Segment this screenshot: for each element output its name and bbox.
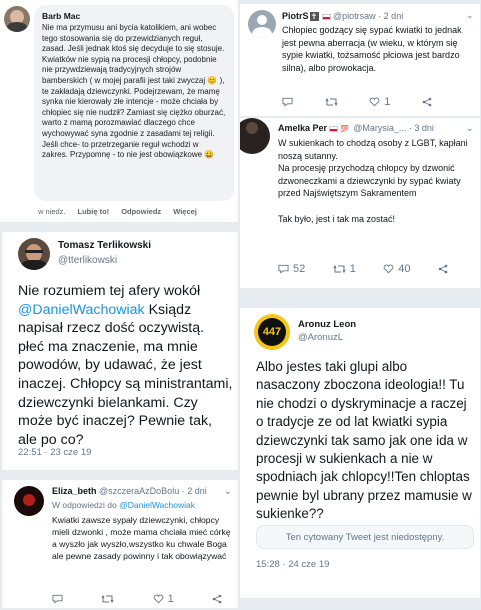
cross-icon: ✝	[310, 12, 318, 21]
reply-amelka	[240, 118, 480, 288]
avatar[interactable]	[240, 118, 270, 154]
like-link[interactable]: Lubię to!	[77, 207, 110, 216]
heart-icon	[153, 594, 164, 604]
author-name[interactable]: Amelka Per	[278, 123, 328, 133]
author-handle[interactable]: @szczeraAzDoBolu · 2 dni	[99, 486, 207, 496]
chevron-down-icon[interactable]: ⌄	[466, 10, 474, 20]
reply-count: 52	[293, 263, 306, 275]
author-name[interactable]: Eliza_beth	[52, 486, 97, 496]
like-button[interactable]	[369, 96, 390, 108]
reply-piotrs	[240, 4, 480, 116]
quoted-tweet-label: Ten cytowany Tweet jest niedostępny.	[285, 531, 445, 543]
heart-icon	[369, 97, 380, 107]
reply-header	[278, 123, 434, 133]
mention-link[interactable]: @DanielWachowiak	[18, 301, 145, 318]
replying-to-link[interactable]: @DanielWachowiak	[119, 500, 195, 510]
comment-author[interactable]: Barb Mac	[42, 11, 81, 21]
tweet-timestamp[interactable]: 15:28 · 24 cze 19	[256, 559, 330, 570]
comment-bubble	[34, 5, 234, 201]
more-link[interactable]: Więcej	[173, 207, 197, 216]
like-count: 40	[398, 263, 411, 275]
poland-flag-icon	[322, 14, 331, 20]
tweet-text	[18, 282, 234, 449]
chevron-down-icon[interactable]: ⌄	[466, 123, 474, 133]
chevron-down-icon[interactable]: ⌄	[224, 486, 232, 496]
author-handle[interactable]: @tterlikowski	[58, 255, 118, 266]
avatar[interactable]	[18, 238, 50, 270]
comment-time: w niedz.	[38, 207, 66, 216]
retweet-button[interactable]	[101, 594, 114, 604]
reply-icon	[282, 97, 293, 107]
reply-button[interactable]	[278, 263, 305, 275]
reply-header	[52, 486, 207, 496]
replying-label: W odpowiedzi do	[52, 500, 117, 510]
share-button[interactable]	[212, 594, 222, 604]
avatar[interactable]	[254, 314, 290, 350]
author-name[interactable]: PiotrS	[282, 11, 309, 21]
quoted-tweet-unavailable	[256, 525, 474, 549]
reply-button[interactable]	[52, 594, 63, 604]
like-count: 1	[167, 593, 174, 605]
share-icon	[422, 97, 432, 107]
comment-text: Nie ma przymusu ani bycia katolikiem, ani wobec tego stosowania się do przewidzianych reguł, zasad. Jeśli jednak ktoś się decyduje to się stosuje. Kwiatków nie sypią na procesji chłopcy, podobnie nie przywdziewają tradycyjnych strojów bamberskich ( w mojej parafii jest taki zwyczaj 😊 ), te zakładają dziewczynki. Podejrzewam, że mamę synka nie kierowały złe intencje - może chciała by chłopiec się nie nudził? Zamiast się ciężko oburzać, warto z mamą porozmawiać dlaczego chce wychowywać syna zgodnie z zasadami tej religii. Jeśli chce- to przetrzeganie reguł wchodzi w zakres. Przypomnę - to nie jest obowiązkowe 😀	[42, 23, 226, 160]
avatar[interactable]	[248, 10, 276, 38]
tweet-text: Albo jestes taki glupi albo nasaczony zboczona ideologia!! Tu nie chodzi o dyskryminacje a raczej o tradycje ze od lat kwiatki sypia dziewczynki tak samo jak one ida w procesji w sukienkach a nie w spodniach jak chlopcy!!Ten chloptas pewnie byl ubrany przez mamusie w sukienke??	[256, 359, 472, 522]
reply-icon	[52, 594, 63, 604]
poland-flag-icon	[329, 126, 338, 132]
reply-button[interactable]	[282, 97, 293, 107]
tweet-aronuz	[240, 308, 480, 598]
share-icon	[212, 594, 222, 604]
reply-actions	[52, 593, 222, 605]
replying-to	[52, 500, 195, 510]
author-handle[interactable]: @Marysia_... · 3 dni	[353, 123, 434, 133]
author-handle[interactable]: @piotrsaw · 2 dni	[333, 11, 404, 21]
retweet-button[interactable]	[325, 97, 338, 107]
comment-actions	[38, 207, 197, 216]
avatar-label: 447	[258, 318, 286, 346]
facebook-comment-panel	[0, 0, 238, 222]
retweet-button[interactable]	[333, 263, 356, 275]
tweet-timestamp[interactable]: 22:51 · 23 cze 19	[18, 447, 92, 458]
reply-actions	[278, 263, 448, 275]
retweet-count: 1	[349, 263, 356, 275]
author-name[interactable]: Aronuz Leon	[298, 319, 357, 330]
like-count: 1	[384, 96, 391, 108]
tweet-terlikowski	[2, 232, 238, 470]
100-emoji-icon: 💯	[340, 126, 349, 133]
share-icon	[438, 264, 448, 274]
reply-eliza	[2, 480, 238, 608]
tweet-text-post: Ksiądz napisał rzecz dość oczywistą. płeć ma znaczenie, ma mnie powodów, by udawać, że jest inaczej. Chłopcy są ministrantami, dziewczynki bielankami. Czy może być inaczej? Pewnie tak, ale po co?	[18, 301, 233, 448]
retweet-icon	[333, 264, 346, 274]
share-button[interactable]	[422, 97, 432, 107]
author-name[interactable]: Tomasz Terlikowski	[58, 240, 151, 251]
reply-text: Kwiatki zawsze sypały dziewczynki, chłopcy mieli dzwonki , może mama chciała mieć córkę a wyszło jak wyszło,wszystko ku chwale Boga ale pewne zasady powinny i tak obowiązywać	[52, 515, 231, 561]
reply-icon	[278, 264, 289, 274]
reply-actions	[282, 96, 432, 108]
reply-header	[282, 11, 403, 21]
retweet-icon	[101, 594, 114, 604]
retweet-icon	[325, 97, 338, 107]
reply-link[interactable]: Odpowiedz	[121, 207, 162, 216]
reply-text: Chłopiec godzący się sypać kwiatki to jednak jest pewna aberracja (w wieku, w którym się sypie kwiatki, tożsamość płciowa jest bardzo silna), albo prowokacja.	[282, 25, 462, 73]
tweet-text-pre: Nie rozumiem tej afery wokół	[18, 283, 201, 299]
like-button[interactable]	[153, 593, 174, 605]
avatar[interactable]	[4, 6, 30, 32]
share-button[interactable]	[438, 264, 448, 274]
heart-icon	[383, 264, 394, 274]
like-button[interactable]	[383, 263, 410, 275]
author-handle[interactable]: @AronuzL	[298, 332, 344, 343]
avatar[interactable]	[14, 486, 44, 516]
reply-text: W sukienkach to chodzą osoby z LGBT, kapłani noszą sutanny. Na procesję przychodzą chłopcy by dzwonić dzwoneczkami a dziewczynki by sypać kwiaty przed Najświętszym Sakramentem Tak było, jest i tak ma zostać!	[278, 138, 468, 224]
